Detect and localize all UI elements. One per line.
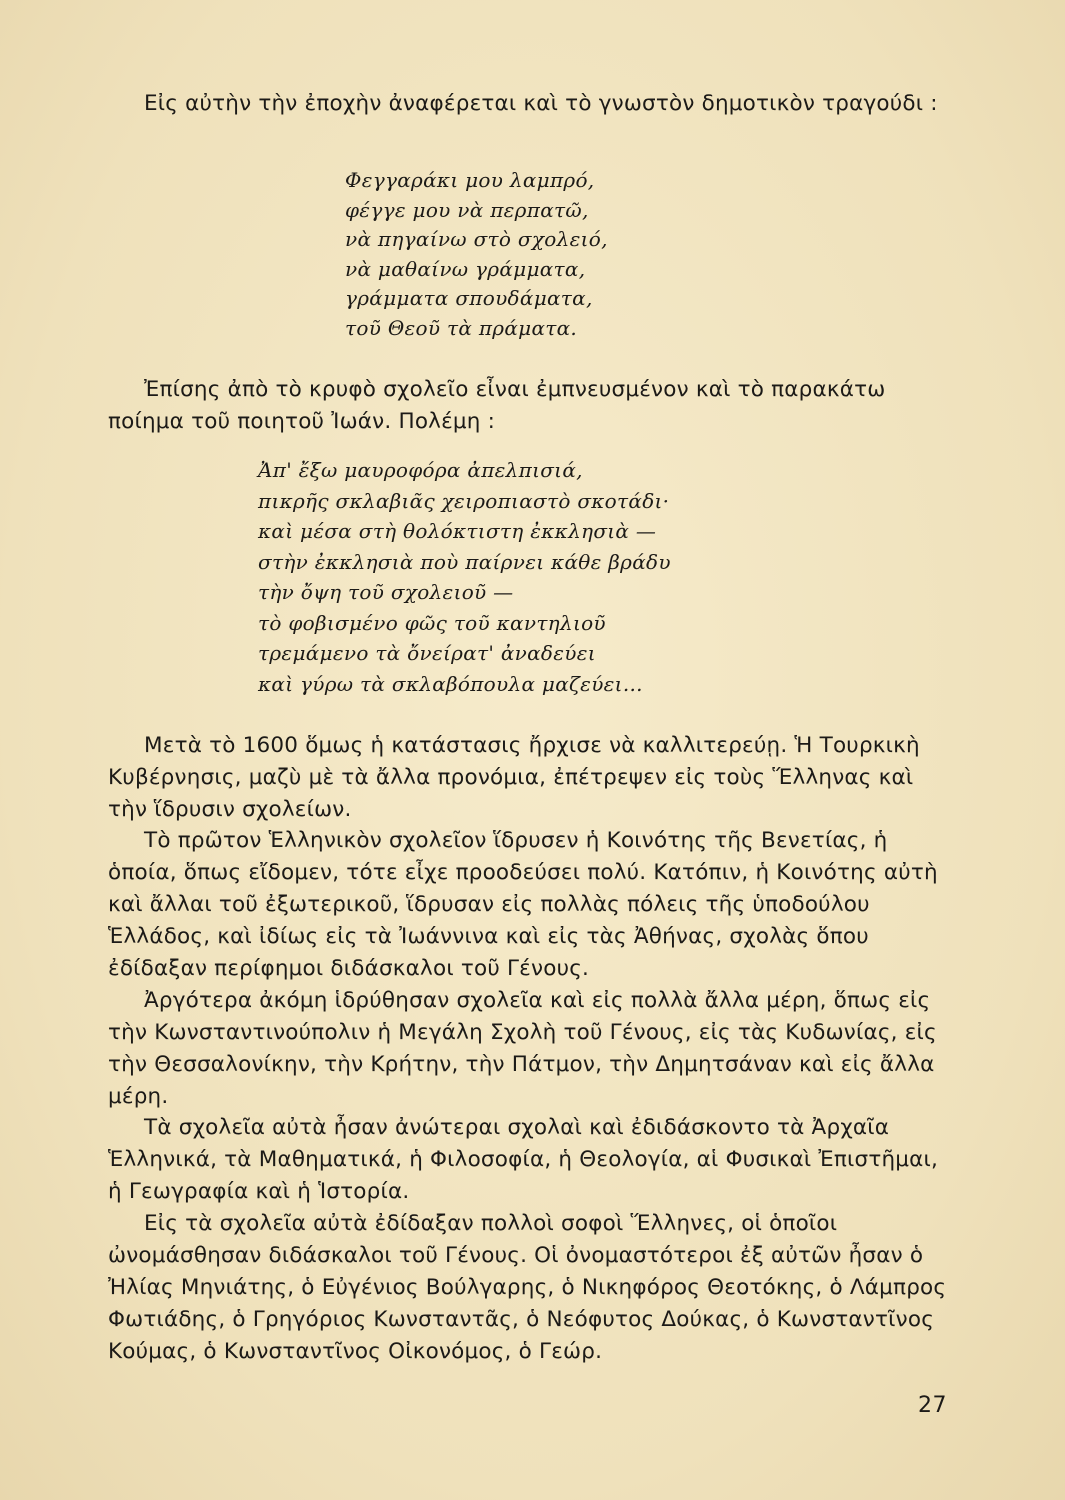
poem-line: τὸ φοβισμένο φῶς τοῦ καντηλιοῦ (258, 610, 606, 635)
song-line: φέγγε μου νὰ περπατῶ, (345, 197, 589, 222)
page-number: 27 (918, 1393, 947, 1418)
song-line: Φεγγαράκι μου λαμπρό, (345, 168, 595, 192)
poem-line: στὴν ἐκκλησιὰ ποὺ παίρνει κάθε βράδυ (258, 549, 671, 574)
polemis-poem (258, 455, 671, 699)
poem-line: Ἀπ' ἔξω μαυροφόρα ἀπελπισιά, (258, 458, 583, 482)
paragraph-argotera: Ἀργότερα ἀκόμη ἱδρύθησαν σχολεῖα καὶ εἰς πολλὰ ἄλλα μέρη, ὅπως εἰς τὴν Κωνσταντινούπολιν ἡ Μεγάλη Σχολὴ τοῦ Γένους, εἰς τὰς Κυδωνίας, εἰς τὴν Θεσσαλονίκην, τὴν Κρήτην, τὴν Πάτμον, τὴν Δημητσάναν καὶ εἰς ἄλλα μέρη. (108, 988, 937, 1109)
paragraph-ta-scholeia: Τὰ σχολεῖα αὐτὰ ἦσαν ἀνώτεραι σχολαὶ καὶ ἐδιδάσκοντο τὰ Ἀρχαῖα Ἑλληνικά, τὰ Μαθηματικά, ἡ Φιλοσοφία, ἡ Θεολογία, αἱ Φυσικαὶ Ἐπιστῆμαι, ἡ Γεωγραφία καὶ ἡ Ἱστορία. (108, 1115, 939, 1204)
poem-line: καὶ γύρω τὰ σκλαβόπουλα μαζεύει... (258, 671, 643, 696)
song-line: γράμματα σπουδάματα, (345, 286, 593, 310)
paragraph-meta-1600: Μετὰ τὸ 1600 ὅμως ἡ κατάστασις ἤρχισε νὰ καλλιτερεύῃ. Ἡ Τουρκικὴ Κυβέρνησις, μαζὺ μὲ τὰ ἄλλα προνόμια, ἐπέτρεψεν εἰς τοὺς Ἕλληνας καὶ τὴν ἵδρυσιν σχολείων. (108, 733, 920, 822)
paragraph-intro: Εἰς αὐτὴν τὴν ἐποχὴν ἀναφέρεται καὶ τὸ γνωστὸν δημοτικὸν τραγούδι : (144, 91, 938, 116)
paragraph-proton-scholeion: Τὸ πρῶτον Ἑλληνικὸν σχολεῖον ἵδρυσεν ἡ Κοινότης τῆς Βενετίας, ἡ ὁποία, ὅπως εἴδομεν, τότε εἶχε προοδεύσει πολύ. Κατόπιν, ἡ Κοινότης αὐτὴ καὶ ἄλλαι τοῦ ἐξωτερικοῦ, ἵδρυσαν εἰς πολλὰς πόλεις τῆς ὑποδούλου Ἑλλάδος, καὶ ἰδίως εἰς τὰ Ἰωάννινα καὶ εἰς τὰς Ἀθήνας, σχολὰς ὅπου ἐδίδαξαν περίφημοι διδάσκαλοι τοῦ Γένους. (108, 828, 938, 981)
song-line: νὰ μαθαίνω γράμματα, (345, 256, 586, 281)
poem-line: πικρῆς σκλαβιᾶς χειροπιαστὸ σκοτάδι· (258, 488, 670, 513)
paragraph-didaxan: Εἰς τὰ σχολεῖα αὐτὰ ἐδίδαξαν πολλοὶ σοφοὶ Ἕλληνες, οἱ ὁποῖοι ὠνομάσθησαν διδάσκαλοι τοῦ Γένους. Οἱ ὀνομαστότεροι ἐξ αὐτῶν ἦσαν ὁ Ἠλίας Μηνιάτης, ὁ Εὐγένιος Βούλγαρης, ὁ Νικηφόρος Θεοτόκης, ὁ Λάμπρος Φωτιάδης, ὁ Γρηγόριος Κωνσταντᾶς, ὁ Νεόφυτος Δούκας, ὁ Κωνσταντῖνος Κούμας, ὁ Κωνσταντῖνος Οἰκονόμος, ὁ Γεώρ. (108, 1211, 947, 1364)
song-line: νὰ πηγαίνω στὸ σχολειό, (345, 227, 608, 251)
poem-line: τὴν ὄψη τοῦ σχολειοῦ — (258, 580, 514, 604)
paragraph-episis: Ἐπίσης ἀπὸ τὸ κρυφὸ σχολεῖο εἶναι ἐμπνευσμένον καὶ τὸ παρακάτω ποίημα τοῦ ποιητοῦ Ἰωάν. Πολέμη : (108, 377, 886, 434)
poem-line: καὶ μέσα στὴ θολόκτιστη ἐκκλησιὰ — (258, 519, 657, 543)
poem-line: τρεμάμενο τὰ ὄνείρατ' ἀναδεύει (258, 641, 596, 665)
song-line: τοῦ Θεοῦ τὰ πράματα. (345, 315, 578, 340)
folk-song (345, 166, 608, 343)
